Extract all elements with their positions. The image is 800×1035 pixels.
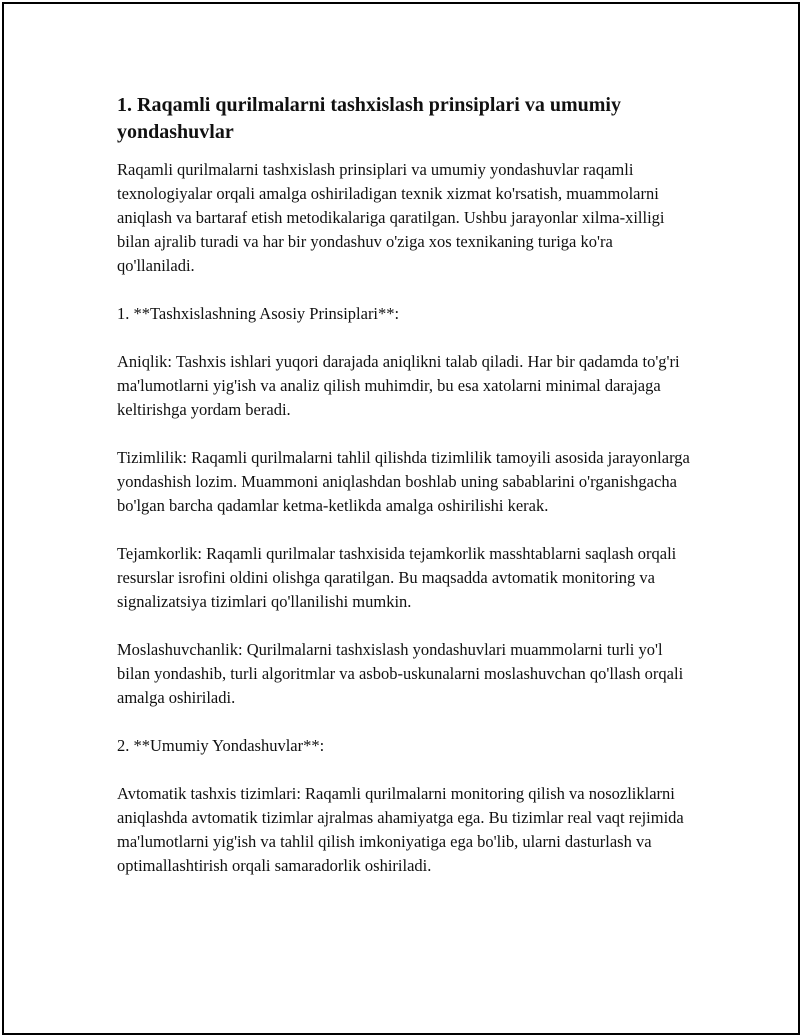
- paragraph-aniqlik: Aniqlik: Tashxis ishlari yuqori darajada aniqlikni talab qiladi. Har bir qadamda to'g'ri ma'lumotlarni yig'ish va analiz qilish muhimdir, bu esa xatolarni minimal darajaga keltirishga yordam beradi.: [117, 352, 680, 419]
- intro-paragraph: Raqamli qurilmalarni tashxislash prinsiplari va umumiy yondashuvlar raqamli texnologiyalar orqali amalga oshiriladigan texnik xizmat ko'rsatish, muammolarni aniqlash va bartaraf etish metodikalariga qaratilgan. Ushbu jarayonlar xilma-xilligi bilan ajralib turadi va har bir yondashuv o'ziga xos texnikaning turiga ko'ra qo'llaniladi.: [117, 160, 665, 275]
- paragraph-moslashuvchanlik: Moslashuvchanlik: Qurilmalarni tashxislash yondashuvlari muammolarni turli yo'l bilan yondashib, turli algoritmlar va asbob-uskunalarni moslashuvchan qo'llash orqali amalga oshiriladi.: [117, 640, 684, 707]
- document-title: 1. Raqamli qurilmalarni tashxislash prinsiplari va umumiy yondashuvlar: [117, 94, 621, 143]
- section-1-heading: 1. **Tashxislashning Asosiy Prinsiplari**:: [117, 304, 400, 323]
- paragraph-tizimlilik: Tizimlilik: Raqamli qurilmalarni tahlil qilishda tizimlilik tamoyili asosida jarayonlarga yondashish lozim. Muammoni aniqlashdan boshlab uning sabablarini o'rganishgacha bo'lgan barcha qadamlar ketma-ketlikda amalga oshirilishi kerak.: [117, 448, 690, 515]
- section-2-heading: 2. **Umumiy Yondashuvlar**:: [117, 736, 325, 755]
- paragraph-avtomatik: Avtomatik tashxis tizimlari: Raqamli qurilmalarni monitoring qilish va nosozliklarni aniqlashda avtomatik tizimlar ajralmas ahamiyatga ega. Bu tizimlar real vaqt rejimida ma'lumotlarni yig'ish va tahlil qilish imkoniyatiga ega bo'lib, ularni dasturlash va optimallashtirish orqali samaradorlik oshiriladi.: [117, 784, 684, 875]
- document-body: [117, 92, 692, 902]
- paragraph-tejamkorlik: Tejamkorlik: Raqamli qurilmalar tashxisida tejamkorlik masshtablarni saqlash orqali resurslar isrofini oldini olishga qaratilgan. Bu maqsadda avtomatik monitoring va signalizatsiya tizimlari qo'llanilishi mumkin.: [117, 544, 677, 611]
